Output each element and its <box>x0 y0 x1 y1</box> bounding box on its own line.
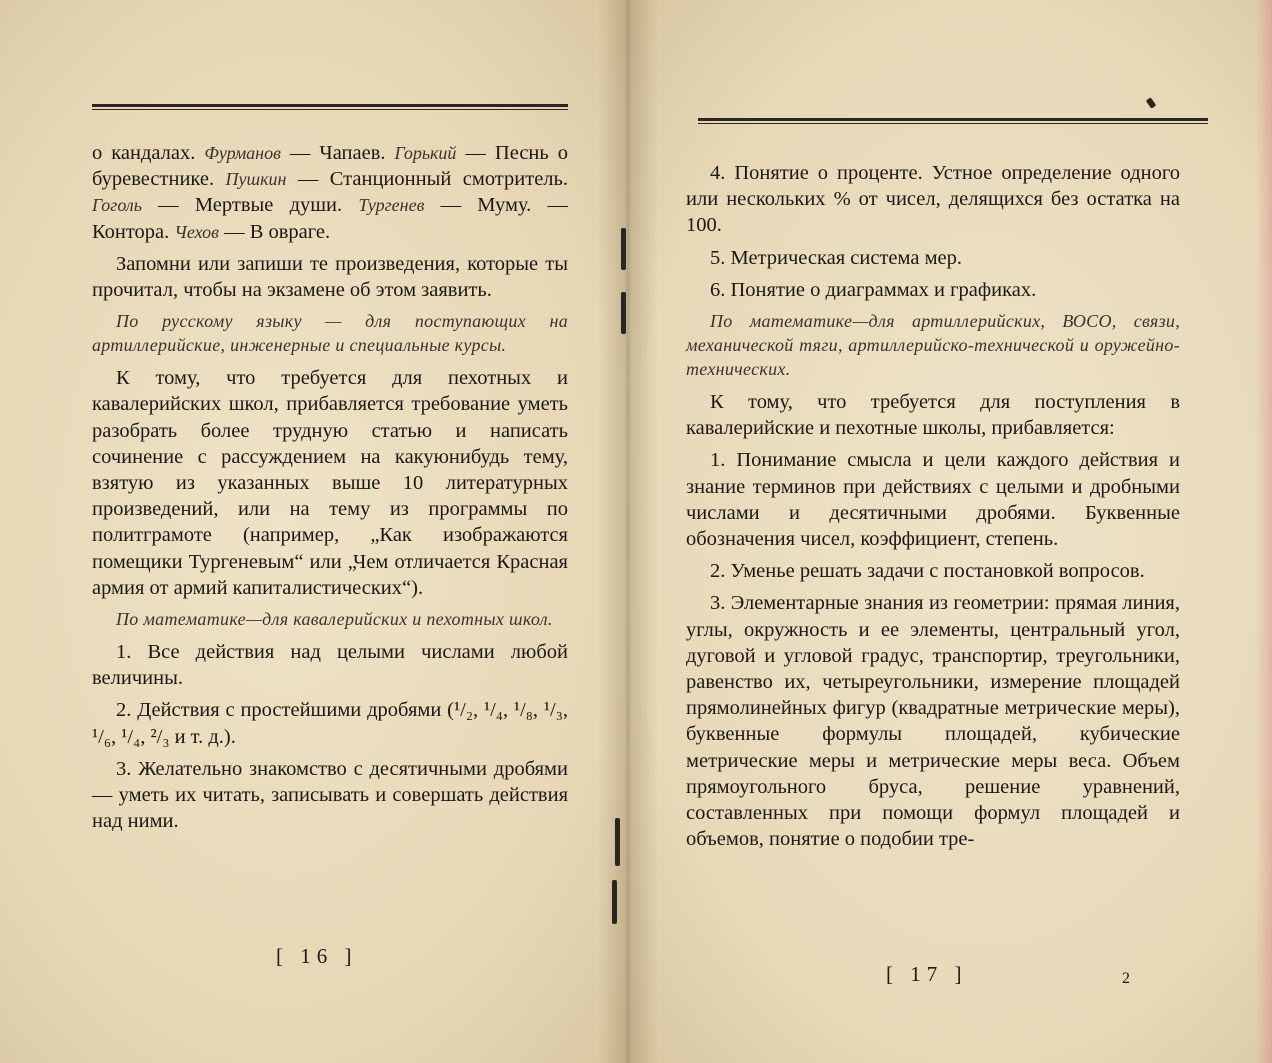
text-fragment: — Песнь о буревестнике. <box>92 142 568 191</box>
left-page-text <box>92 140 568 840</box>
ink-speck <box>1146 97 1157 109</box>
text-fragment: — Муму. — Контора. <box>92 194 568 243</box>
right-header-rule <box>698 118 1208 124</box>
paragraph: 6. Понятие о диаграммах и графиках. <box>710 278 1037 301</box>
left-page-number: [ 16 ] <box>276 944 358 968</box>
section-heading: По математике—для кавалерийских и пехотных школ. <box>116 609 553 630</box>
left-header-rule <box>92 104 568 110</box>
author-name: Фурманов <box>204 143 281 163</box>
text-fragment: — Станционный смотритель. <box>286 168 568 191</box>
paragraph: 3. Желательно знакомство с десятичными дробями — уметь их читать, записывать и совершать действия над ними. <box>92 757 568 833</box>
staple-lower <box>615 818 620 866</box>
text-fragment: о кандалах. <box>92 142 205 164</box>
author-name: Чехов <box>174 221 219 242</box>
paragraph: 1. Понимание смысла и цели каждого действия и знание терминов при действиях с целыми и дробными числами и десятичными дробями. Буквенные обозначения чисел, коэффициент, степень. <box>686 449 1180 551</box>
right-page-text <box>686 160 1180 858</box>
text-fragment: — Мертвые души. <box>141 194 359 217</box>
staple-bottom <box>612 880 617 924</box>
paragraph: К тому, что требуется для поступления в кавалерийские и пехотные школы, прибавляется: <box>686 391 1180 440</box>
paragraph: 2. Действия с простейшими дробями (¹/₂, ¹/₄, ¹/₈, ¹/₃, ¹/₆, ¹/₄, ²/₃ и т. д.). <box>92 699 568 748</box>
paragraph: К тому, что требуется для пехотных и кавалерийских школ, прибавляется требование уметь разобрать более трудную статью и написать сочинение с рассуждением на какуюнибудь тему, взятую из указанных выше 10 литературных произведений, или на тему из программы по политграмоте (например, „Как изображаются помещики Тургеневым“ или „Чем отличается Красная армия от армий капиталистических“). <box>92 367 568 599</box>
paragraph: 1. Все действия над целыми числами любой величины. <box>92 641 568 690</box>
section-heading: По математике—для артиллерийских, ВОСО, связи, механической тяги, артиллерийско-технической и оружейно-технических. <box>686 311 1180 380</box>
right-page-number: [ 17 ] <box>886 962 968 986</box>
author-name: Пушкин <box>225 169 287 190</box>
paragraph: Запомни или запиши те произведения, которые ты прочитал, чтобы на экзамене об этом заявить. <box>92 252 568 302</box>
paragraph: 5. Метрическая система мер. <box>710 246 963 269</box>
staple-upper <box>621 292 626 334</box>
paragraph: 3. Элементарные знания из геометрии: прямая линия, углы, окружность и ее элементы, центральный угол, дуговой и угловой градус, транспортир, треугольники, равенство их, четыреугольники, измерение площадей прямолинейных фигур (квадратные метрические меры), буквенные формулы площадей, кубические метрические меры и метрические меры веса. Объем прямоугольного бруса, решение уравнений, составленных при помощи формул площадей и объемов, понятие о подобии тре- <box>686 592 1180 851</box>
text-fragment: — Чапаев. <box>280 142 395 164</box>
right-page <box>628 0 1272 1063</box>
left-page <box>0 0 628 1063</box>
staple-top <box>621 228 626 270</box>
author-name: Гоголь <box>92 195 142 216</box>
author-name: Горький <box>394 143 457 163</box>
author-name: Тургенев <box>358 195 425 216</box>
text-fragment: — В овраге. <box>218 220 331 243</box>
section-heading: По русскому языку — для поступающих на артиллерийские, инженерные и специальные курсы. <box>92 311 568 356</box>
paragraph: 2. Уменье решать задачи с постановкой вопросов. <box>710 560 1145 583</box>
paragraph: 4. Понятие о проценте. Устное определение одного или нескольких % от чисел, делящихся без остатка на 100. <box>686 162 1180 237</box>
paragraph <box>92 140 568 245</box>
signature-mark: 2 <box>1122 970 1130 987</box>
